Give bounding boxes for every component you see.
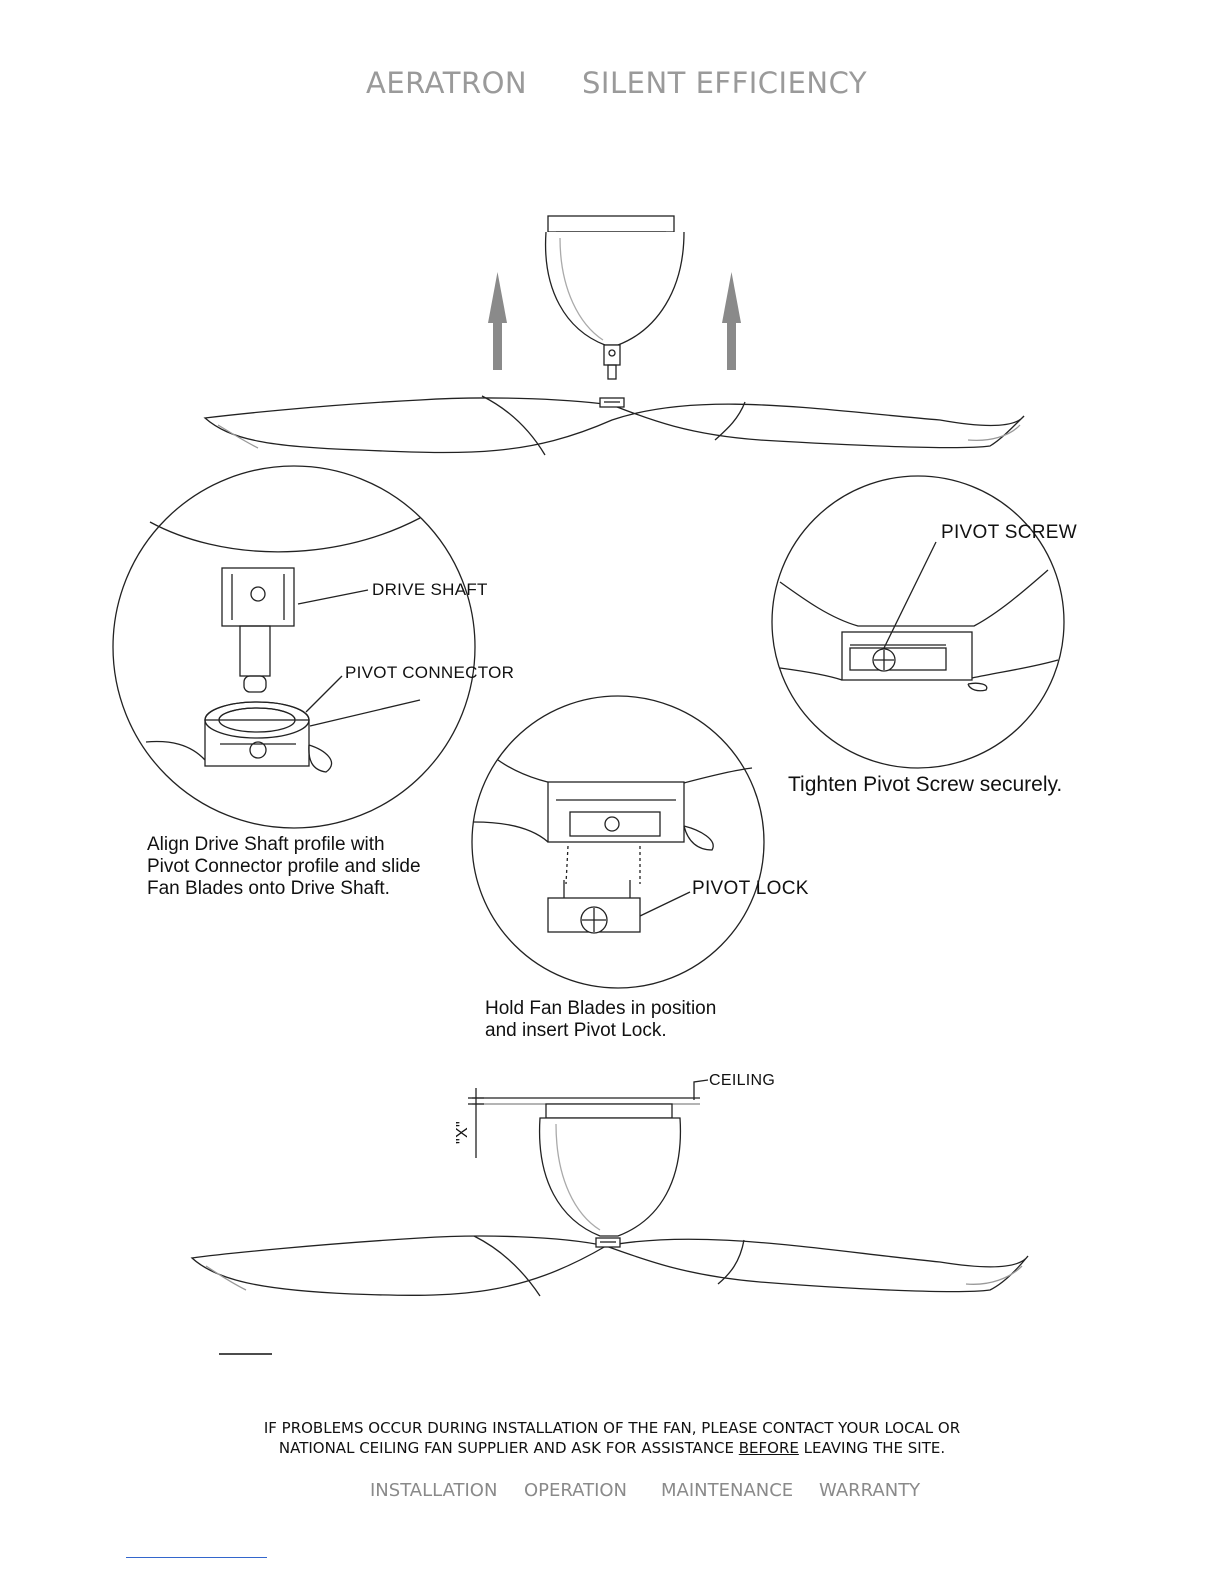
notice-line-1: IF PROBLEMS OCCUR DURING INSTALLATION OF THE FAN, PLEASE CONTACT YOUR LOCAL OR [263, 1419, 961, 1437]
callout-pivot-connector: PIVOT CONNECTOR [345, 663, 515, 682]
caption-tighten: Tighten Pivot Screw securely. [788, 773, 1063, 796]
lift-arrow-left [488, 272, 507, 370]
caption-align-line-1: Align Drive Shaft profile with [147, 834, 385, 855]
caption-hold [485, 998, 716, 1042]
footer-operation: OPERATION [524, 1480, 628, 1501]
detail-pivot-screw [772, 476, 1064, 768]
callout-pivot-screw: PIVOT SCREW [941, 522, 1077, 543]
notice-line-2 [0, 1439, 1224, 1457]
footnote-link-rule [126, 1557, 267, 1558]
caption-align [147, 834, 421, 900]
detail-pivot-lock [472, 696, 764, 988]
caption-align-line-3: Fan Blades onto Drive Shaft. [147, 878, 390, 899]
callout-drive-shaft: DRIVE SHAFT [372, 580, 488, 599]
caption-hold-line-1: Hold Fan Blades in position [485, 998, 717, 1019]
footer-maintenance: MAINTENANCE [661, 1480, 794, 1501]
brand-tagline: SILENT EFFICIENCY [582, 66, 868, 100]
caption-align-line-2: Pivot Connector profile and slide [147, 856, 421, 877]
callout-ceiling: CEILING [709, 1072, 776, 1089]
detail-drive-shaft [113, 466, 475, 828]
fan-blades-top [205, 396, 1024, 455]
brand-name: AERATRON [366, 66, 528, 100]
footer-installation: INSTALLATION [370, 1480, 498, 1501]
notice-line-2-start: NATIONAL CEILING FAN SUPPLIER AND ASK FOR ASSISTANCE [278, 1439, 739, 1457]
motor-housing-bottom [540, 1104, 681, 1236]
motor-housing-top [546, 216, 684, 379]
lift-arrow-right [722, 272, 741, 370]
notice-emphasis: BEFORE [738, 1439, 799, 1457]
callout-pivot-lock: PIVOT LOCK [692, 878, 809, 899]
footer-warranty: WARRANTY [819, 1480, 921, 1501]
caption-hold-line-2: and insert Pivot Lock. [485, 1020, 667, 1041]
notice-line-2-end: LEAVING THE SITE. [798, 1439, 946, 1457]
dimension-x-label: "X" [454, 1121, 471, 1144]
fan-blades-bottom [192, 1236, 1028, 1296]
